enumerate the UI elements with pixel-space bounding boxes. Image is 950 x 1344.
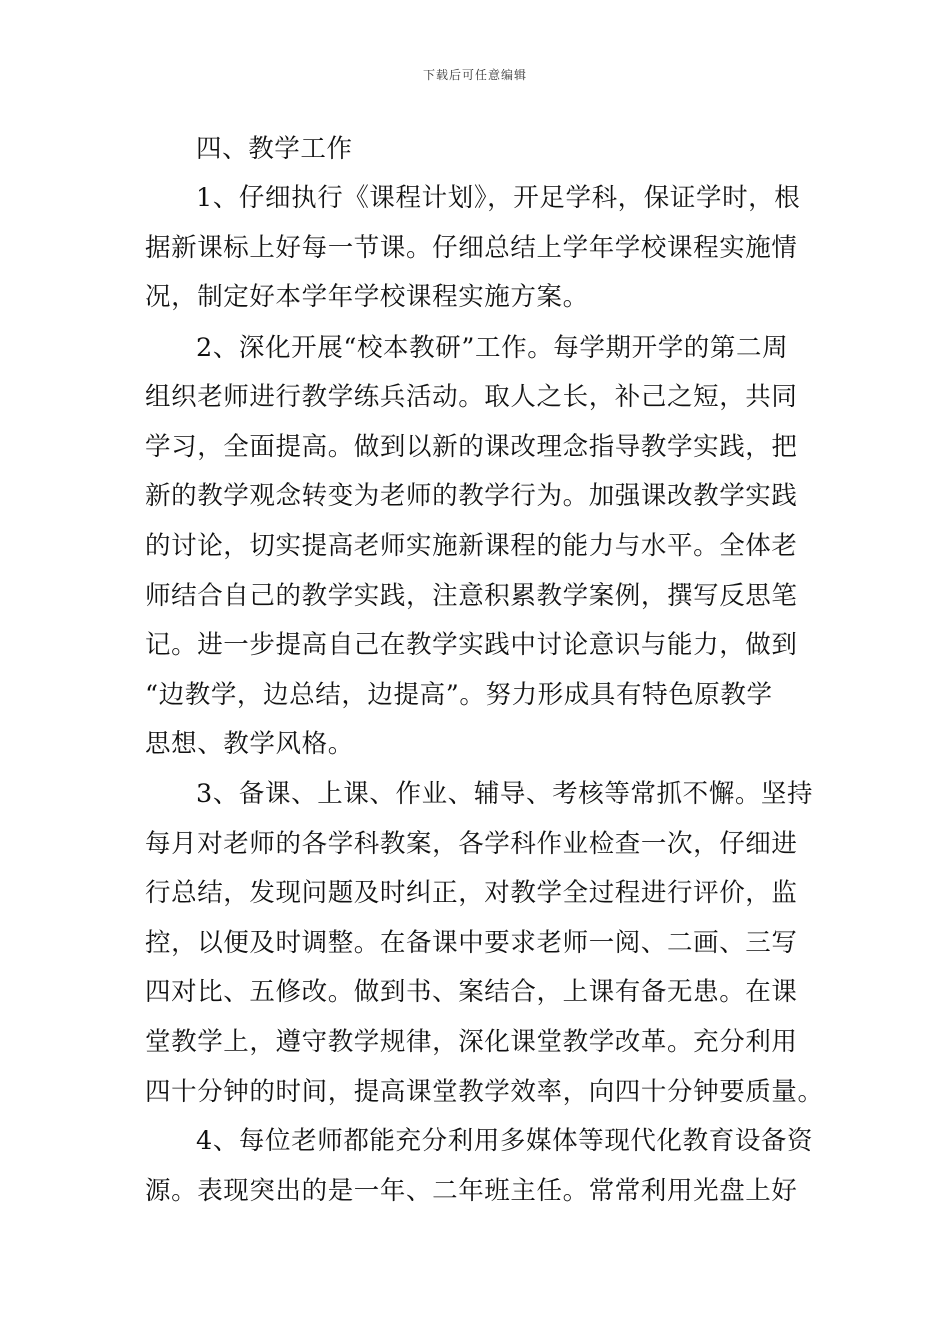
- paragraph-line: 记。进一步提高自己在教学实践中讨论意识与能力，做到: [145, 630, 798, 660]
- paragraph-line: 1、仔细执行《课程计划》，开足学科，保证学时，根: [196, 183, 801, 213]
- paragraph-line: 4、每位老师都能充分利用多媒体等现代化教育设备资: [196, 1126, 814, 1156]
- paragraph-line: 的讨论，切实提高老师实施新课程的能力与水平。全体老: [145, 531, 798, 561]
- paragraph-line: “边教学，边总结，边提高”。努力形成具有特色原教学: [145, 680, 773, 710]
- paragraph-line: 控，以便及时调整。在备课中要求老师一阅、二画、三写: [145, 928, 798, 958]
- paragraph-line: 每月对老师的各学科教案，各学科作业检查一次，仔细进: [145, 829, 798, 859]
- paragraph-line: 新的教学观念转变为老师的教学行为。加强课改教学实践: [145, 481, 798, 511]
- paragraph-line: 学习，全面提高。做到以新的课改理念指导教学实践，把: [145, 432, 798, 462]
- paragraph-line: 堂教学上，遵守教学规律，深化课堂教学改革。充分利用: [145, 1027, 798, 1057]
- paragraph-line: 况，制定好本学年学校课程实施方案。: [145, 282, 589, 312]
- paragraph-line: 思想、教学风格。: [145, 729, 354, 759]
- paragraph-line: 组织老师进行教学练兵活动。取人之长，补己之短，共同: [145, 382, 798, 412]
- paragraph-line: 师结合自己的教学实践，注意积累教学案例，撰写反思笔: [145, 581, 798, 611]
- page-header: 下载后可任意编辑: [422, 68, 527, 82]
- paragraph-line: 四对比、五修改。做到书、案结合，上课有备无患。在课: [145, 977, 798, 1007]
- paragraph-line: 四十分钟的时间，提高课堂教学效率，向四十分钟要质量。: [145, 1077, 824, 1107]
- paragraph-line: 行总结，发现问题及时纠正，对教学全过程进行评价，监: [145, 878, 798, 908]
- paragraph-line: 3、备课、上课、作业、辅导、考核等常抓不懈。坚持: [196, 779, 814, 809]
- section-heading: 四、教学工作: [196, 134, 353, 164]
- paragraph-line: 源。表现突出的是一年、二年班主任。常常利用光盘上好: [145, 1176, 798, 1206]
- paragraph-line: 据新课标上好每一节课。仔细总结上学年学校课程实施情: [145, 233, 798, 263]
- paragraph-line: 2、深化开展“校本教研”工作。每学期开学的第二周: [196, 333, 789, 363]
